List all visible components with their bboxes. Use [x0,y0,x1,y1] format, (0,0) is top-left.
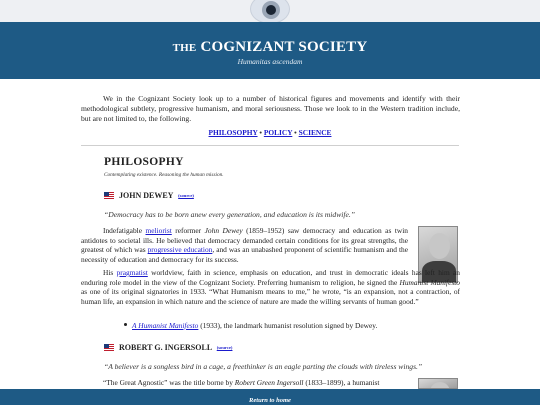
site-title-prefix: THE [172,42,197,54]
header-banner [0,22,540,79]
text: (1833–1899), a humanist [303,378,380,387]
section-nav [0,128,540,137]
portrait-head [429,233,450,259]
link-pragmatist[interactable]: pragmatist [116,268,148,277]
portrait-ingersoll [418,378,458,389]
eye-pupil [266,5,276,15]
nav-separator: • [259,128,262,137]
text: Indefatigable [103,226,146,235]
link-humanist-manifesto[interactable]: A Humanist Manifesto [132,321,199,330]
person-name: ROBERT G. INGERSOLL [119,343,212,352]
us-flag-icon [104,192,114,199]
nav-separator: • [294,128,297,137]
text: worldview, faith in science, emphasis on education, and trust in democratic ideals has left him an enduring role model in the view of the Cognizant Society. Preferring humanism to religion, he signed the [81,268,460,287]
bio-paragraph [81,378,408,388]
return-home-link[interactable]: Return to home [249,397,291,404]
person-name-italic: Robert Green Ingersoll [234,378,304,387]
person-heading-ingersoll [104,343,232,352]
text: “The Great Agnostic” was the title borne by [103,378,235,387]
person-name: JOHN DEWEY [119,191,174,200]
document-title-italic: Humanist Manifesto [399,277,461,287]
list-item-text: (1933), the landmark humanist resolution signed by Dewey. [198,321,378,330]
person-name-italic: John Dewey [204,226,243,235]
bullet-icon [124,323,127,326]
source-link[interactable]: (source) [216,345,233,350]
bio-paragraph [81,226,408,264]
divider [81,145,459,146]
link-progressive-education[interactable]: progressive education [147,245,213,255]
text: , and was an unabashed proponent of scientific humanism and the necessity of education and democracy for its success. [81,245,408,264]
source-link[interactable]: (source) [178,193,194,198]
text: (1859–1952) saw democracy and education as twin antidotes to societal ills. He believed that democracy demanded certain conditions for its great strengths, the greatest of which was [81,226,408,255]
bio-paragraph [81,268,460,306]
site-subtitle: Humanitas ascendam [237,57,303,66]
text: reformer [171,226,205,235]
text: as one of its original signatories in 1933. “What Humanism means to me,” he wrote, “is an expansion, not a contraction, of human life, an expansion in which nature and the science of nature are made the willing servants of human good.” [81,287,460,306]
person-quote: “A believer is a songless bird in a cage, a freethinker is an eagle parting the clouds with tireless wings.” [104,362,423,371]
nav-link-policy[interactable]: POLICY [263,128,293,137]
site-title [0,39,540,56]
us-flag-icon [104,344,114,351]
nav-link-science[interactable]: SCIENCE [298,128,332,137]
intro-paragraph: We in the Cognizant Society look up to a number of historical figures and movements and identify with their methodological subtlety, progressive humanism, and moral seriousness. Those we look to in the Western tradition include, but are not limited to, the following. [81,94,460,123]
portrait-head [430,382,450,389]
list-item [124,321,377,330]
section-title: PHILOSOPHY [104,156,184,168]
nav-link-philosophy[interactable]: PHILOSOPHY [208,128,258,137]
footer-bar [0,389,540,405]
section-tagline: Contemplating existence. Reasoning the human mission. [104,172,224,178]
person-heading-dewey [104,191,194,200]
text: His [103,268,117,277]
site-title-main: COGNIZANT SOCIETY [200,39,368,55]
person-quote: “Democracy has to be born anew every generation, and education is its midwife.” [104,210,355,219]
link-meliorist[interactable]: meliorist [145,226,172,235]
